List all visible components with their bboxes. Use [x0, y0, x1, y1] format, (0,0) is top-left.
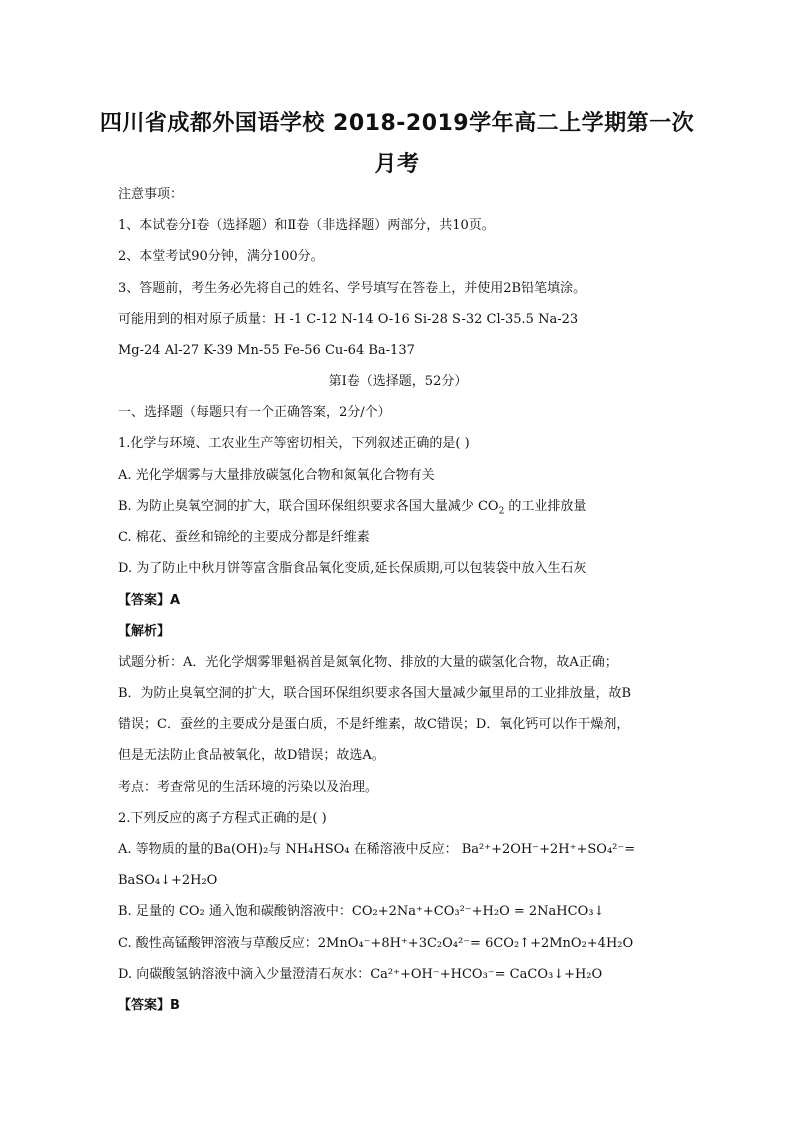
q1-stem: 1.化学与环境、工农业生产等密切相关，下列叙述正确的是( ) — [118, 436, 470, 451]
q1-option-c: C. 棉花、蚕丝和锦纶的主要成分都是纤维素 — [118, 530, 370, 545]
q1-analysis-line-2: B．为防止臭氧空洞的扩大，联合国环保组织要求各国大量减少氟里昂的工业排放量，故B — [118, 686, 632, 701]
q1-option-a: A. 光化学烟雾与大量排放碳氢化合物和氮氧化合物有关 — [118, 468, 435, 483]
notice-item-2: 2、本堂考试90分钟，满分100分。 — [118, 249, 324, 264]
q2-option-b: B. 足量的 CO₂ 通入饱和碳酸钠溶液中：CO₂+2Na⁺+CO₃²⁻+H₂O = 2NaHCO₃↓ — [118, 904, 605, 919]
q2-option-a-line-1: A. 等物质的量的Ba(OH)₂与 NH₄HSO₄ 在稀溶液中反应： Ba²⁺+2OH⁻+2H⁺+SO₄²⁻= — [118, 842, 636, 857]
q1-analysis-line-3: 错误；C．蚕丝的主要成分是蛋白质，不是纤维素，故C错误；D．氧化钙可以作干燥剂， — [118, 717, 630, 732]
section-heading: 一、选择题（每题只有一个正确答案，2分/个） — [118, 405, 391, 420]
q1-option-d: D. 为了防止中秋月饼等富含脂食品氧化变质,延长保质期,可以包装袋中放入生石灰 — [118, 561, 587, 576]
q2-option-d: D. 向碳酸氢钠溶液中滴入少量澄清石灰水：Ca²⁺+OH⁻+HCO₃⁻= CaCO₃↓+H₂O — [118, 967, 603, 982]
q2-option-a-line-2: BaSO₄↓+2H₂O — [118, 873, 218, 888]
doc-title-line-1: 四川省成都外国语学校 2018-2019学年高二上学期第一次 — [99, 111, 695, 136]
notice-item-3: 3、答题前，考生务必先将自己的姓名、学号填写在答卷上，并使用2B铅笔填涂。 — [118, 281, 587, 296]
q2-stem: 2.下列反应的离子方程式正确的是( ) — [118, 811, 327, 826]
atomic-mass-line-1: 可能用到的相对原子质量：H -1 C-12 N-14 O-16 Si-28 S-32 Cl-35.5 Na-23 — [118, 312, 579, 327]
q1-option-b: B. 为防止臭氧空洞的扩大，联合国环保组织要求各国大量减少 $CO_2$ 的工业排放量 — [118, 499, 587, 517]
q2-answer: 【答案】B — [118, 998, 180, 1013]
q2-option-c: C. 酸性高锰酸钾溶液与草酸反应：2MnO₄⁻+8H⁺+3C₂O₄²⁻= 6CO₂↑+2MnO₂+4H₂O — [118, 936, 634, 951]
q1-answer: 【答案】A — [118, 593, 181, 608]
q1-analysis-tag: 【解析】 — [118, 624, 171, 639]
q1-analysis-line-1: 试题分析：A．光化学烟雾罪魁祸首是氮氧化物、排放的大量的碳氢化合物，故A正确； — [118, 655, 618, 670]
notice-item-1: 1、本试卷分Ⅰ卷（选择题）和Ⅱ卷（非选择题）两部分，共10页。 — [118, 218, 495, 233]
notice-heading: 注意事项： — [118, 187, 184, 202]
atomic-mass-line-2: Mg-24 Al-27 K-39 Mn-55 Fe-56 Cu-64 Ba-137 — [118, 343, 415, 358]
q1-kaodian: 考点：考查常见的生活环境的污染以及治理。 — [118, 780, 379, 795]
q1-analysis-line-4: 但是无法防止食品被氧化，故D错误；故选A。 — [118, 748, 385, 763]
doc-title-line-2: 月考 — [374, 152, 420, 177]
part1-heading: 第Ⅰ卷（选择题，52分） — [328, 374, 468, 389]
